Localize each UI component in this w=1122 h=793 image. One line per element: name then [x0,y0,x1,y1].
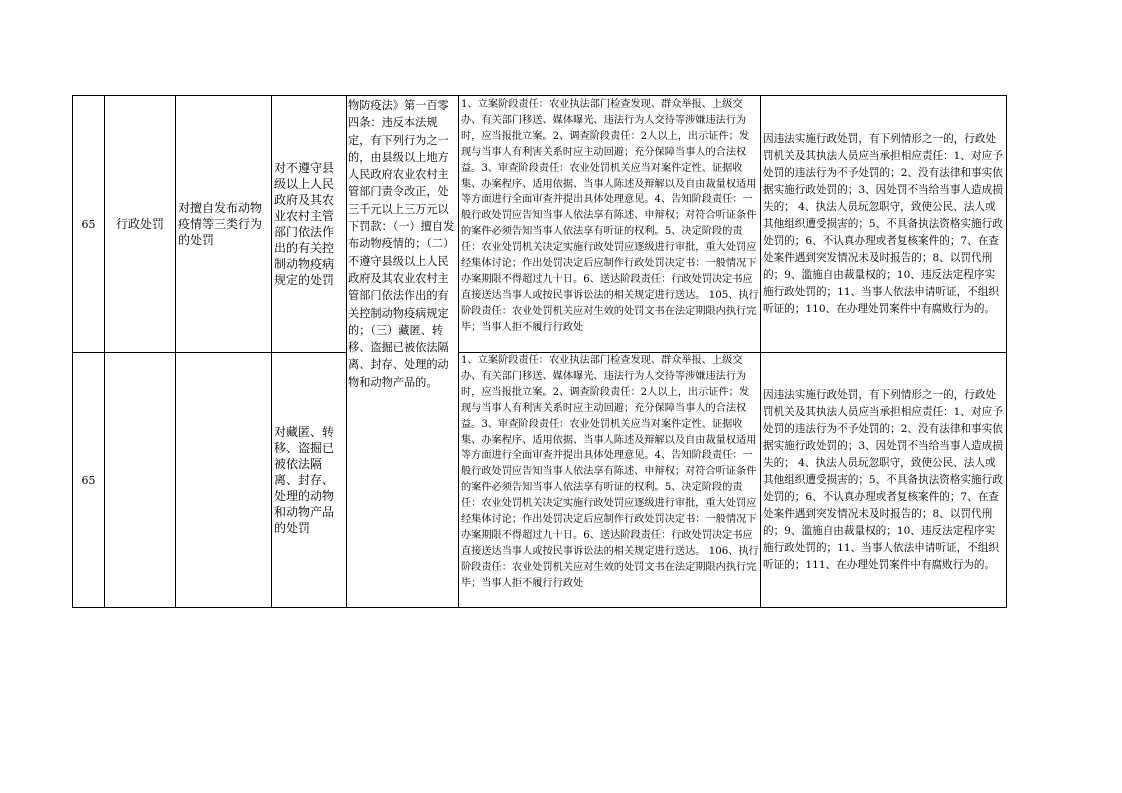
col-border-6 [760,95,761,608]
row1-number: 65 [81,217,96,231]
row2-accountability-cell [763,353,1005,607]
col-border-3 [271,95,272,608]
row2-sub-item-cell [274,353,344,607]
row1-responsibility: 1、立案阶段责任：农业执法部门检查发现、群众举报、上级交办、有关部门移送、媒体曝光、违法行为人交待等涉嫌违法行为时，应当报批立案。2、调查阶段责任：2人以上，出示证件；发现与当事人有利害关系时应主动回避；充分保障当事人的合法权益。3、审查阶段责任：农业处罚机关应当对案件定性、证据收集、办案程序、适用依据、当事人陈述及辩解以及自由裁量权适用等方面进行全面审查并提出具体处理意见。4、告知阶段责任：一般行政处罚应告知当事人依法享有陈述、申辩权；对符合听证条件的案件必须告知当事人依法享有听证的权利。5、决定阶段的责任：农业处罚机关决定实施行政处罚应逐级进行审批，重大处罚应经集体讨论；作出处罚决定后应制作行政处罚决定书：一般情况下办案期限不得超过九十日。6、送达阶段责任：行政处罚决定书应直接送达当事人或按民事诉讼法的相关规定进行送达。 105、执行阶段责任：农业处罚机关应对生效的处罚文书在法定期限内执行完毕；当事人拒不履行行政处 [461,99,759,333]
row1-accountability-cell [763,96,1005,352]
col-border-2 [175,95,176,608]
row1-sub-item-cell [274,96,344,352]
penalty-type: 行政处罚 [115,216,164,231]
row2-accountability: 因违法实施行政处罚，有下列情形之一的，行政处罚机关及其执法人员应当承担相应责任：1、对应予处罚的违法行为不予处罚的；2、没有法律和事实依据实施行政处罚的；3、因处罚不当给当事人造成损失的； 4、执法人员玩忽职守，致使公民、法人或其他组织遭受损害的；5、不具备执法资格实施行政处罚的；6、不认真办理或者复核案件的；7、在查处案件遇到突发情况未及时报告的；8、以罚代刑的；9、滥施自由裁量权的；10、违反法定程序实施行政处罚的；11、当事人依法申请听证，不组织听证的；111、在办理处罚案件中有腐败行为的。 [763,388,1003,571]
item-name: 对擅自发布动物疫情等三类行为的处罚 [178,201,263,247]
item-name-cell [178,96,269,352]
row1-responsibility-cell [461,97,759,352]
row2-number: 65 [81,473,96,487]
table-border-bottom [72,607,1007,608]
row1-number-cell [73,96,104,352]
row2-number-cell [73,353,104,607]
row2-responsibility-cell [461,353,759,607]
row1-sub-item: 对不遵守县级以上人民政府及其农业农村主管部门依法作出的有关控制动物疫病规定的处罚 [274,161,335,287]
row2-responsibility: 1、立案阶段责任：农业执法部门检查发现、群众举报、上级交办、有关部门移送、媒体曝光、违法行为人交待等涉嫌违法行为时，应当报批立案。2、调查阶段责任：2人以上，出示证件；发现与当事人有利害关系时应主动回避；充分保障当事人的合法权益。3、审查阶段责任：农业处罚机关应当对案件定性、证据收集、办案程序、适用依据、当事人陈述及辩解以及自由裁量权适用等方面进行全面审查并提出具体处理意见。4、告知阶段责任：一般行政处罚应告知当事人依法享有陈述、申辩权；对符合听证条件的案件必须告知当事人依法享有听证的权利。5、决定阶段的责任：农业处罚机关决定实施行政处罚应逐级进行审批，重大处罚应经集体讨论；作出处罚决定后应制作行政处罚决定书：一般情况下办案期限不得超过九十日。6、送达阶段责任：行政处罚决定书应直接送达当事人或按民事诉讼法的相关规定进行送达。 106、执行阶段责任：农业处罚机关应对生效的处罚文书在法定期限内执行完毕；当事人拒不履行行政处 [461,355,759,589]
legal-basis-cell [348,97,457,606]
legal-basis: 物防疫法》第一百零四条：违反本法规定，有下列行为之一的，由县级以上地方人民政府农业农村主管部门责令改正，处三千元以上三万元以下罚款：（一）擅自发布动物疫情的；（二）不遵守县级以上人民政府及其农业农村主管部门依法作出的有关控制动物疫病规定的；（三）藏匿、转移、盗掘已被依法隔离、封存、处理的动物和动物产品的。 [348,99,455,389]
row1-accountability: 因违法实施行政处罚，有下列情形之一的，行政处罚机关及其执法人员应当承担相应责任：1、对应予处罚的违法行为不予处罚的；2、没有法律和事实依据实施行政处罚的；3、因处罚不当给当事人造成损失的； 4、执法人员玩忽职守，致使公民、法人或其他组织遭受损害的；5、不具备执法资格实施行政处罚的；6、不认真办理或者复核案件的；7、在查处案件遇到突发情况未及时报告的；8、以罚代刑的；9、滥施自由裁量权的；10、违反法定程序实施行政处罚的；11、当事人依法申请听证，不组织听证的；110、在办理处罚案件中有腐败行为的。 [763,132,1003,315]
col-border-5 [458,95,459,608]
row2-sub-item: 对藏匿、转移、盗掘已被依法隔离、封存、处理的动物和动物产品的处罚 [274,425,335,535]
col-border-4 [346,95,347,608]
col-border-7 [1006,95,1007,608]
penalty-type-cell [105,96,175,352]
